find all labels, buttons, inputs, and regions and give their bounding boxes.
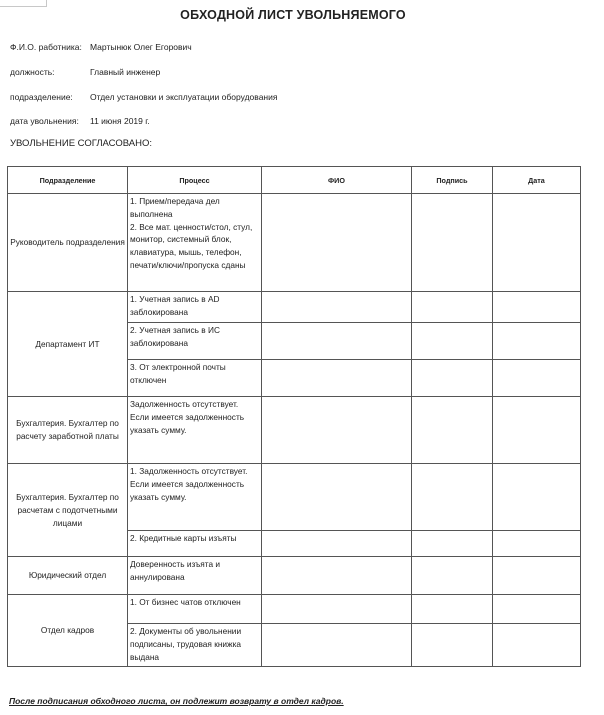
signature-cell[interactable] <box>412 292 493 323</box>
fio-row <box>10 42 192 52</box>
department-cell: Бухгалтерия. Бухгалтер по расчетам с подотчетными лицами <box>8 464 128 557</box>
signature-cell[interactable] <box>412 557 493 595</box>
signature-cell[interactable] <box>412 531 493 557</box>
date-cell[interactable] <box>493 624 581 667</box>
table-row <box>8 397 581 464</box>
table-row <box>8 292 581 323</box>
position-value: Главный инженер <box>90 67 161 77</box>
date-cell[interactable] <box>493 557 581 595</box>
approved-label: УВОЛЬНЕНИЕ СОГЛАСОВАНО: <box>10 138 152 149</box>
process-cell <box>128 292 262 323</box>
date-cell[interactable] <box>493 464 581 531</box>
department-cell: Отдел кадров <box>8 595 128 667</box>
department-cell: Бухгалтерия. Бухгалтер по расчету заработной платы <box>8 397 128 464</box>
position-row <box>10 67 160 77</box>
header-fio: ФИО <box>262 167 412 194</box>
process-text: 2. Учетная запись в ИС заблокирована <box>130 325 220 348</box>
fio-cell[interactable] <box>262 624 412 667</box>
process-cell <box>128 360 262 397</box>
department-cell: Руководитель подразделения <box>8 194 128 292</box>
process-text: 2. Кредитные карты изъяты <box>130 533 237 543</box>
process-text: 1. Задолженность отсутствует. Если имеется задолженность указать сумму. <box>130 466 248 502</box>
division-row <box>10 92 277 102</box>
date-cell[interactable] <box>493 194 581 292</box>
date-cell[interactable] <box>493 531 581 557</box>
date-cell[interactable] <box>493 323 581 360</box>
process-cell <box>128 624 262 667</box>
signature-cell[interactable] <box>412 624 493 667</box>
table-body <box>8 194 581 667</box>
division-label: подразделение: <box>10 92 73 102</box>
position-label: должность: <box>10 67 55 77</box>
process-cell <box>128 464 262 531</box>
signature-cell[interactable] <box>412 194 493 292</box>
process-text: 1. Прием/передача дел выполнена 2. Все мат. ценности/стол, стул, монитор, системный блок, клавиатура, мышь, телефон, печати/ключи/пропуска сданы <box>130 196 253 270</box>
process-cell <box>128 557 262 595</box>
fio-cell[interactable] <box>262 595 412 624</box>
fio-value: Мартынюк Олег Егорович <box>90 42 192 52</box>
table-row <box>8 557 581 595</box>
signature-cell[interactable] <box>412 360 493 397</box>
header-date: Дата <box>493 167 581 194</box>
fio-cell[interactable] <box>262 397 412 464</box>
process-cell <box>128 194 262 292</box>
header-process: Процесс <box>128 167 262 194</box>
process-cell <box>128 531 262 557</box>
date-row <box>10 116 150 126</box>
date-value: 11 июня 2019 г. <box>90 116 150 126</box>
clearance-table <box>7 166 581 667</box>
fio-label: Ф.И.О. работника: <box>10 42 82 52</box>
department-cell: Департамент ИТ <box>8 292 128 397</box>
process-text: 1. Учетная запись в AD заблокирована <box>130 294 220 317</box>
date-cell[interactable] <box>493 360 581 397</box>
signature-cell[interactable] <box>412 323 493 360</box>
process-text: Задолженность отсутствует. Если имеется задолженность указать сумму. <box>130 399 245 435</box>
fio-cell[interactable] <box>262 360 412 397</box>
fio-cell[interactable] <box>262 557 412 595</box>
table-row <box>8 194 581 292</box>
process-text: 3. От электронной почты отключен <box>130 362 226 385</box>
process-cell <box>128 323 262 360</box>
signature-cell[interactable] <box>412 397 493 464</box>
process-text: 1. От бизнес чатов отключен <box>130 597 241 607</box>
fio-cell[interactable] <box>262 323 412 360</box>
fio-cell[interactable] <box>262 464 412 531</box>
signature-cell[interactable] <box>412 464 493 531</box>
signature-cell[interactable] <box>412 595 493 624</box>
date-cell[interactable] <box>493 292 581 323</box>
date-label: дата увольнения: <box>10 116 79 126</box>
table-header-row <box>8 167 581 194</box>
table-row <box>8 464 581 531</box>
date-cell[interactable] <box>493 595 581 624</box>
date-cell[interactable] <box>493 397 581 464</box>
document-title: ОБХОДНОЙ ЛИСТ УВОЛЬНЯЕМОГО <box>180 8 406 22</box>
fio-cell[interactable] <box>262 292 412 323</box>
process-text: 2. Документы об увольнении подписаны, трудовая книжка выдана <box>130 626 242 662</box>
table-row <box>8 595 581 624</box>
sheet-corner <box>0 0 47 7</box>
process-cell <box>128 595 262 624</box>
fio-cell[interactable] <box>262 194 412 292</box>
process-cell <box>128 397 262 464</box>
division-value: Отдел установки и эксплуатации оборудования <box>90 92 278 102</box>
header-signature: Подпись <box>412 167 493 194</box>
footer-note: После подписания обходного листа, он подлежит возврату в отдел кадров. <box>9 696 344 706</box>
process-text: Доверенность изъята и аннулирована <box>130 559 221 582</box>
header-department: Подразделение <box>8 167 128 194</box>
fio-cell[interactable] <box>262 531 412 557</box>
department-cell: Юридический отдел <box>8 557 128 595</box>
